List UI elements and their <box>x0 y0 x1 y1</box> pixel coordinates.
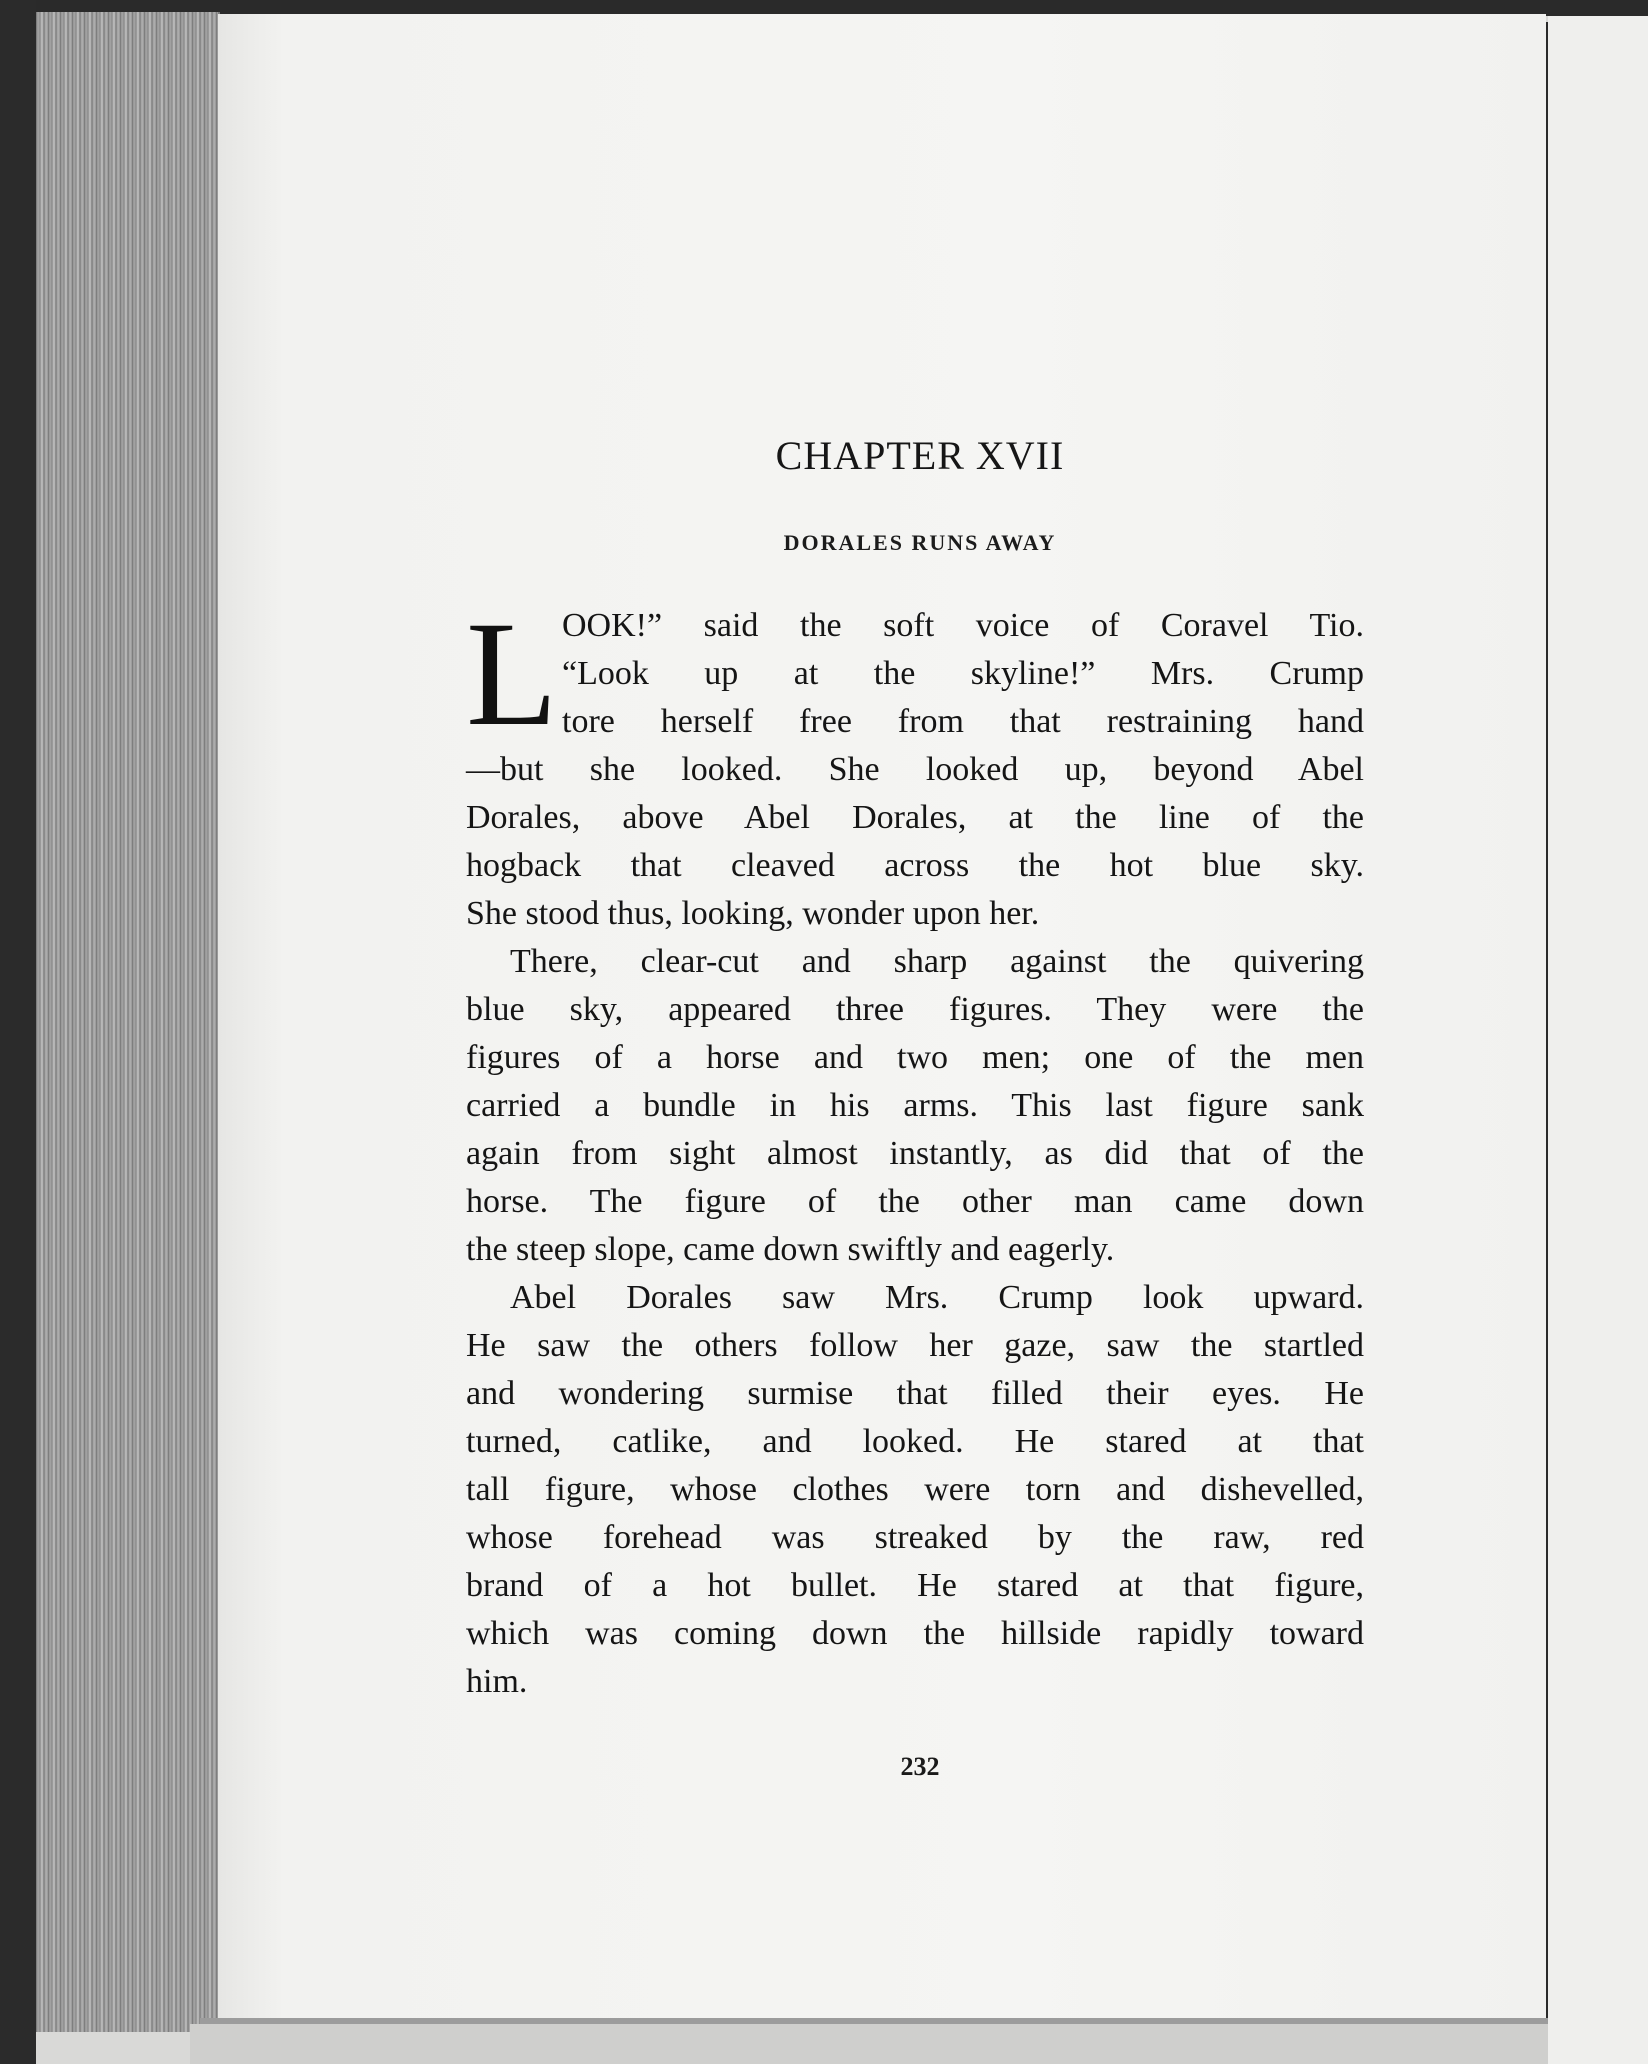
text-line: horse. The figure of the other man came down <box>466 1183 1364 1220</box>
text-line: again from sight almost instantly, as did that of the <box>466 1135 1364 1172</box>
text-line: There, clear-cut and sharp against the quivering <box>510 943 1364 980</box>
text-line: whose forehead was streaked by the raw, red <box>466 1519 1364 1556</box>
page-number: 232 <box>900 1752 940 1781</box>
text-line: turned, catlike, and looked. He stared at that <box>466 1423 1364 1460</box>
text-line: blue sky, appeared three figures. They were the <box>466 991 1364 1028</box>
scan-left-border <box>0 0 36 2064</box>
text-line: “Look up at the skyline!” Mrs. Crump <box>562 655 1364 692</box>
text-line: the steep slope, came down swiftly and eagerly. <box>466 1231 1115 1268</box>
facing-page-strip <box>1548 16 1648 2064</box>
text-line: Abel Dorales saw Mrs. Crump look upward. <box>510 1279 1364 1316</box>
text-line: figures of a horse and two men; one of the men <box>466 1039 1364 1076</box>
drop-cap: L <box>466 591 558 757</box>
text-line: tall figure, whose clothes were torn and dishevelled, <box>466 1471 1364 1508</box>
stacked-page-edges <box>36 12 220 2032</box>
text-line: OOK!” said the soft voice of Coravel Tio. <box>562 607 1364 644</box>
text-line: carried a bundle in his arms. This last figure sank <box>466 1087 1364 1124</box>
page-bottom-edge <box>200 2018 1548 2024</box>
text-line: hogback that cleaved across the hot blue sky. <box>466 847 1364 884</box>
text-line: Dorales, above Abel Dorales, at the line of the <box>466 799 1364 836</box>
text-line: which was coming down the hillside rapidly toward <box>466 1615 1364 1652</box>
text-line: him. <box>466 1663 528 1700</box>
text-line: She stood thus, looking, wonder upon her. <box>466 895 1040 932</box>
text-line: brand of a hot bullet. He stared at that figure, <box>466 1567 1364 1604</box>
text-line: tore herself free from that restraining hand <box>562 703 1364 740</box>
body-text <box>466 591 1364 1706</box>
scan-bottom-shadow <box>190 2024 1548 2064</box>
text-line: He saw the others follow her gaze, saw the startled <box>466 1327 1364 1364</box>
chapter-title: CHAPTER XVII <box>775 433 1065 478</box>
text-line: and wondering surmise that filled their eyes. He <box>466 1375 1364 1412</box>
text-line: —but she looked. She looked up, beyond Abel <box>466 751 1364 788</box>
chapter-subtitle: DORALES RUNS AWAY <box>783 530 1057 555</box>
